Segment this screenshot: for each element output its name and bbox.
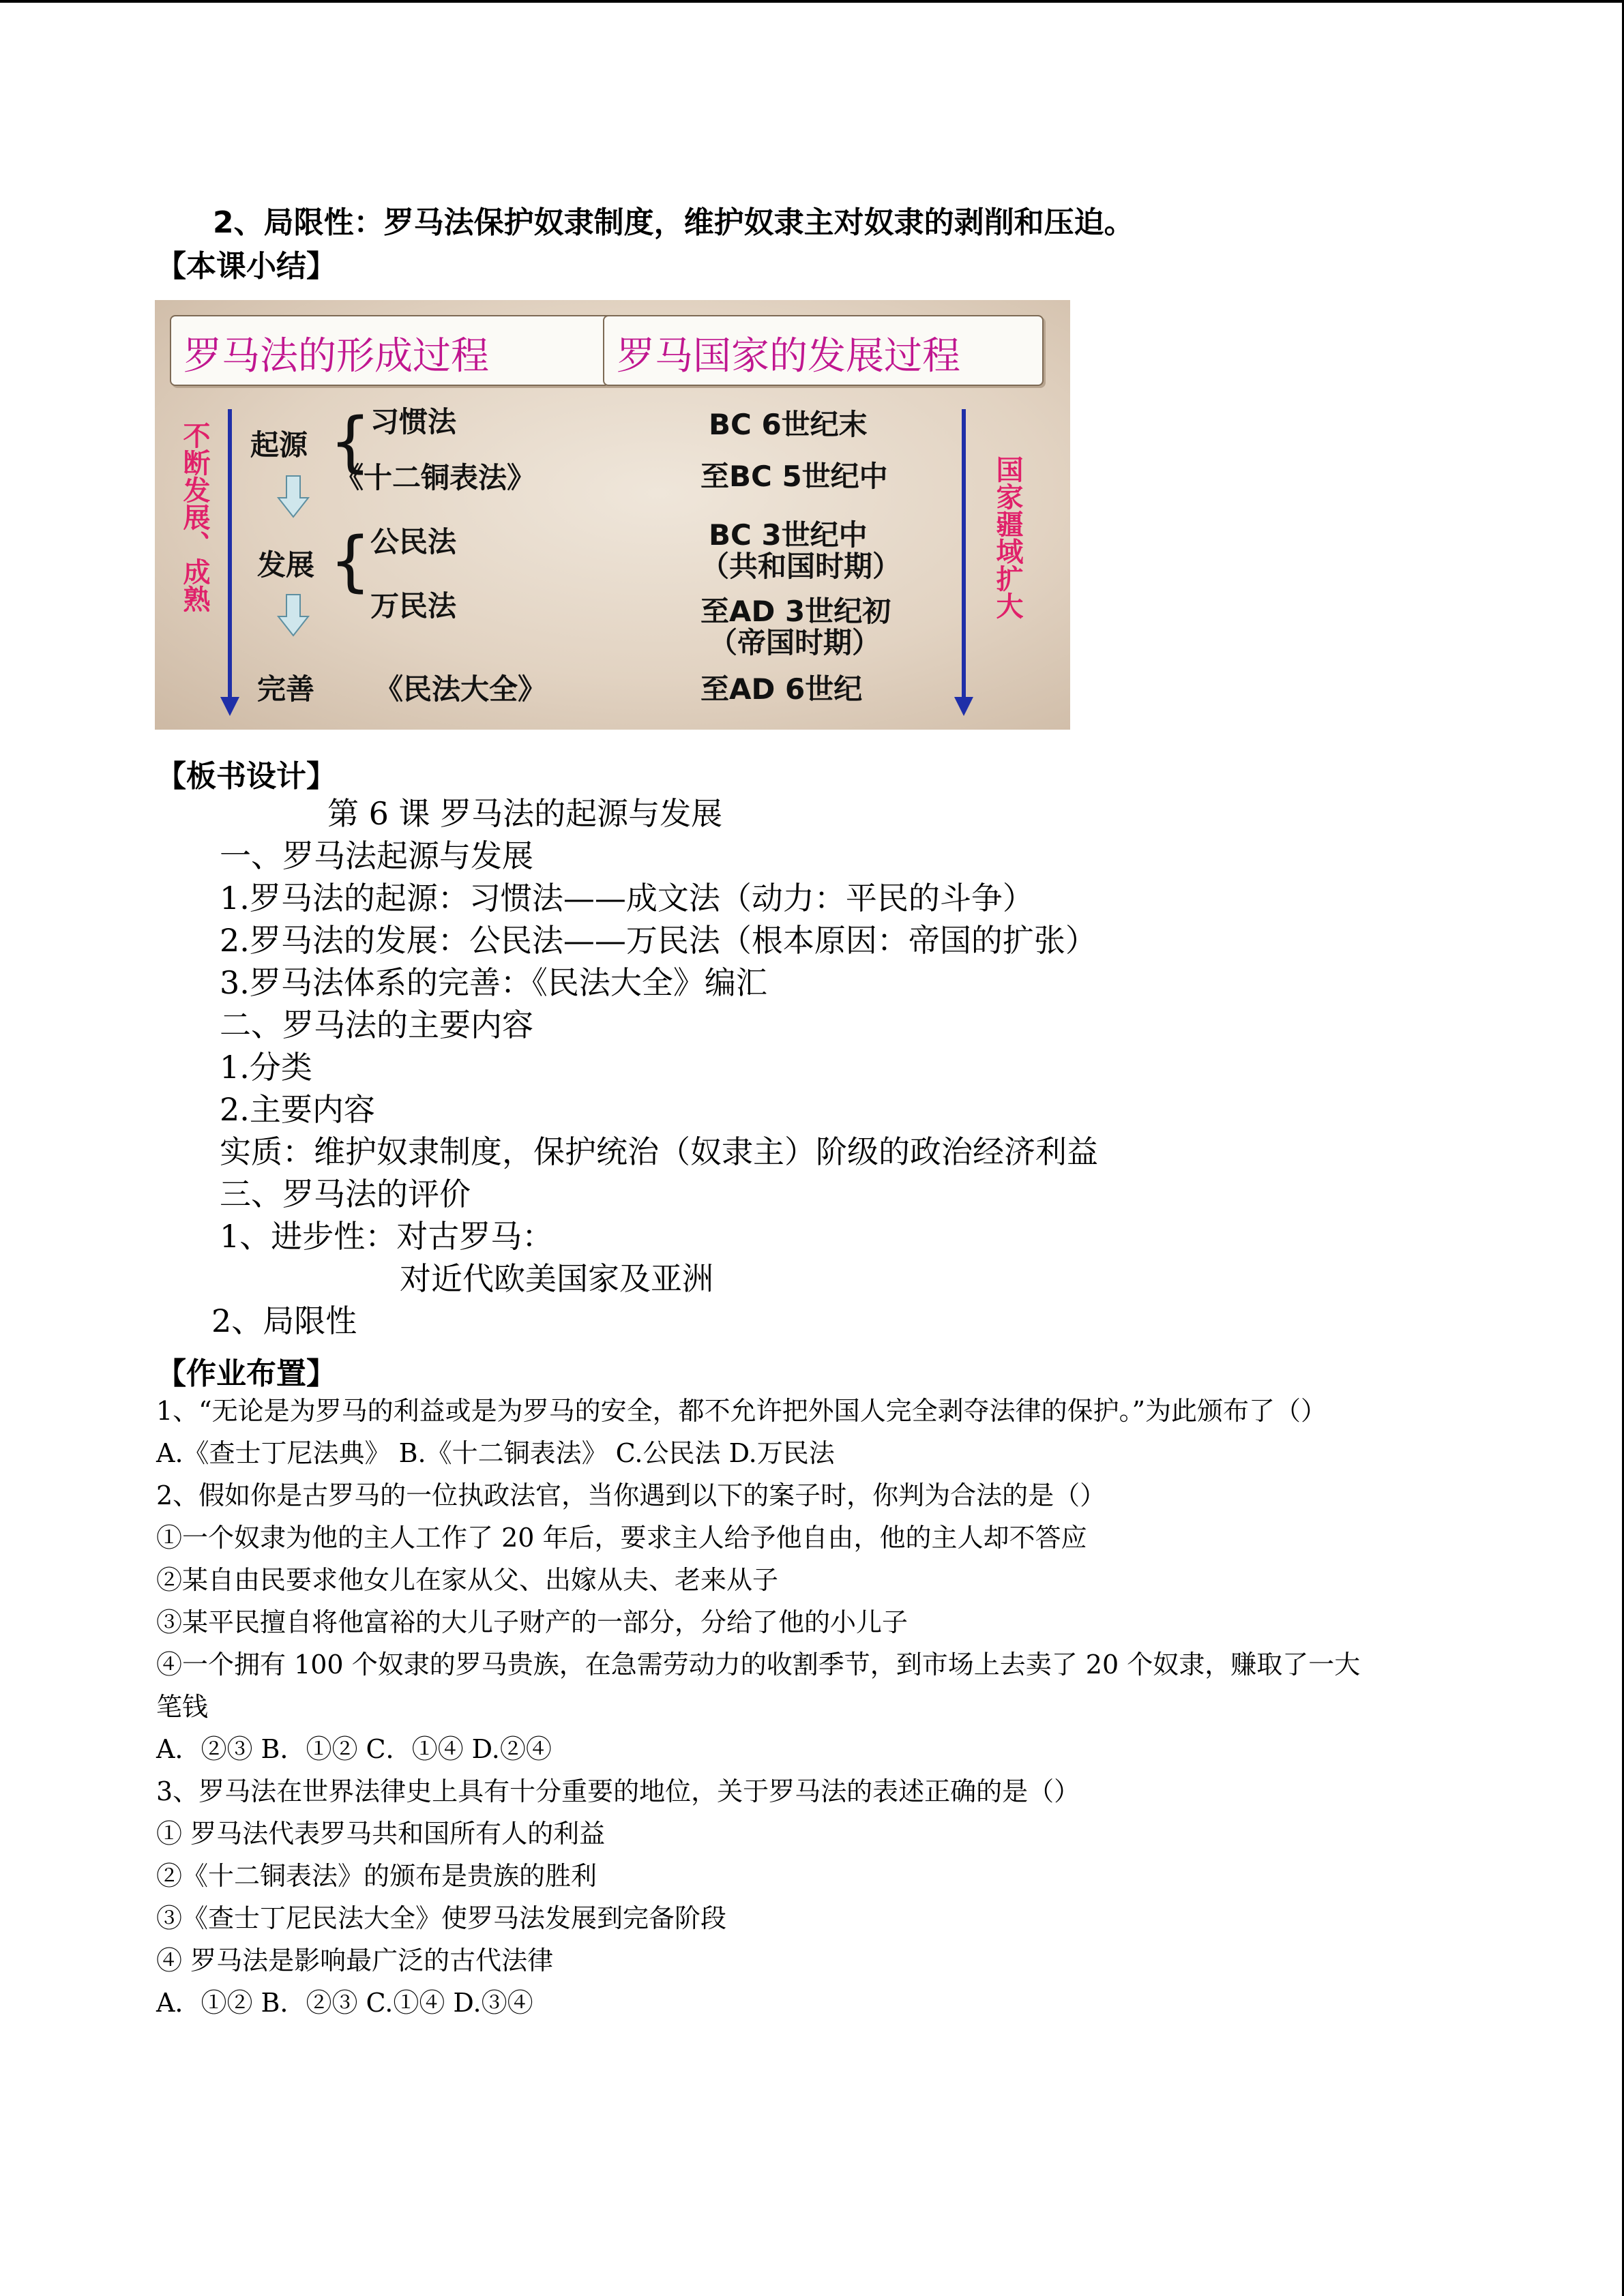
time-1: BC 6世纪末: [709, 408, 868, 441]
right-arrow-head: [954, 697, 973, 716]
board-line: 1.分类: [220, 1049, 312, 1086]
board-line: 实质：维护奴隶制度，保护统治（奴隶主）阶级的政治经济利益: [220, 1133, 1098, 1170]
homework-heading: 【作业布置】: [156, 1356, 336, 1391]
custom-law: 习惯法: [370, 405, 457, 438]
down-arrow-1: [278, 476, 308, 517]
homework-line: ②《十二铜表法》的颁布是贵族的胜利: [156, 1861, 597, 1891]
time-4: 至AD 3世纪初: [700, 595, 891, 628]
right-vertical-text: 国家疆域扩大: [992, 456, 1023, 619]
left-arrow-head: [220, 697, 239, 716]
left-vertical-text: 不断发展、成熟: [179, 421, 210, 612]
homework-line: 笔钱: [156, 1692, 209, 1722]
homework-line: ④ 罗马法是影响最广泛的古代法律: [156, 1945, 554, 1976]
homework-line: 1、“无论是为罗马的利益或是为罗马的安全，都不允许把外国人完全剥夺法律的保护。”为此颁布了（）: [156, 1396, 1327, 1426]
twelve-tables: 《十二铜表法》: [335, 461, 536, 494]
homework-line: 3、罗马法在世界法律史上具有十分重要的地位，关于罗马法的表述正确的是（）: [156, 1776, 1080, 1806]
board-line: 3.罗马法体系的完善：《民法大全》编汇: [220, 964, 767, 1001]
board-title: 第 6 课 罗马法的起源与发展: [327, 795, 723, 832]
perfect-label: 完善: [257, 672, 315, 706]
develop-brace: {: [329, 523, 372, 599]
time-3-note: （共和国时期）: [700, 550, 902, 583]
time-2: 至BC 5世纪中: [700, 460, 888, 493]
summary-heading: 【本课小结】: [156, 249, 336, 284]
diagram-arrows: [155, 300, 1070, 730]
homework-line: ① 罗马法代表罗马共和国所有人的利益: [156, 1819, 606, 1849]
board-line: 1.罗马法的起源：习惯法——成文法（动力：平民的斗争）: [220, 880, 1034, 916]
time-4-note: （帝国时期）: [709, 626, 881, 659]
civil-law: 公民法: [370, 525, 457, 558]
limitation-line: 2、局限性：罗马法保护奴隶制度，维护奴隶主对奴隶的剥削和压迫。: [213, 205, 1134, 240]
board-indent-line: 对近代欧美国家及亚洲: [400, 1260, 713, 1297]
law-of-nations: 万民法: [370, 589, 457, 623]
homework-line: A.《查士丁尼法典》 B.《十二铜表法》 C.公民法 D.万民法: [156, 1438, 835, 1468]
board-line: 2.主要内容: [220, 1091, 375, 1128]
board-line: 2.罗马法的发展：公民法——万民法（根本原因：帝国的扩张）: [220, 922, 1097, 959]
page-top-border: [0, 0, 1624, 3]
time-5: 至AD 6世纪: [700, 672, 863, 706]
down-arrow-2: [278, 595, 308, 636]
board-line: 1、进步性：对古罗马：: [220, 1218, 554, 1255]
homework-line: ④一个拥有 100 个奴隶的罗马贵族，在急需劳动力的收割季节，到市场上去卖了 20 个奴隶，赚取了一大: [156, 1650, 1361, 1680]
board-last-line: 2、局限性: [211, 1302, 357, 1339]
homework-line: A．②③ B．①② C．①④ D.②④: [156, 1734, 552, 1764]
board-lines: [220, 835, 1098, 1257]
homework-line: ③某平民擅自将他富裕的大儿子财产的一部分，分给了他的小儿子: [156, 1607, 909, 1637]
time-3: BC 3世纪中: [709, 518, 868, 552]
homework-line: ①一个奴隶为他的主人工作了 20 年后，要求主人给予他自由，他的主人却不答应: [156, 1523, 1087, 1553]
develop-label: 发展: [257, 548, 315, 582]
homework-line: A．①② B．②③ C.①④ D.③④: [156, 1988, 533, 2018]
left-title: 罗马法的形成过程: [183, 334, 489, 378]
homework-line: ③《查士丁尼民法大全》使罗马法发展到完备阶段: [156, 1903, 727, 1933]
corpus: 《民法大全》: [374, 672, 547, 706]
origin-label: 起源: [250, 428, 308, 462]
right-title: 罗马国家的发展过程: [617, 334, 960, 378]
board-line: 二、罗马法的主要内容: [220, 1007, 533, 1043]
board-heading: 【板书设计】: [156, 759, 336, 794]
board-line: 三、罗马法的评价: [220, 1176, 471, 1212]
homework-line: 2、假如你是古罗马的一位执政法官，当你遇到以下的案子时，你判为合法的是（）: [156, 1480, 1106, 1510]
homework-line: ②某自由民要求他女儿在家从父、出嫁从夫、老来从子: [156, 1565, 779, 1595]
origin-brace: {: [329, 404, 372, 480]
board-line: 一、罗马法起源与发展: [220, 837, 533, 874]
lesson-summary-diagram: [155, 300, 1070, 730]
homework-lines: [156, 1390, 1360, 2024]
